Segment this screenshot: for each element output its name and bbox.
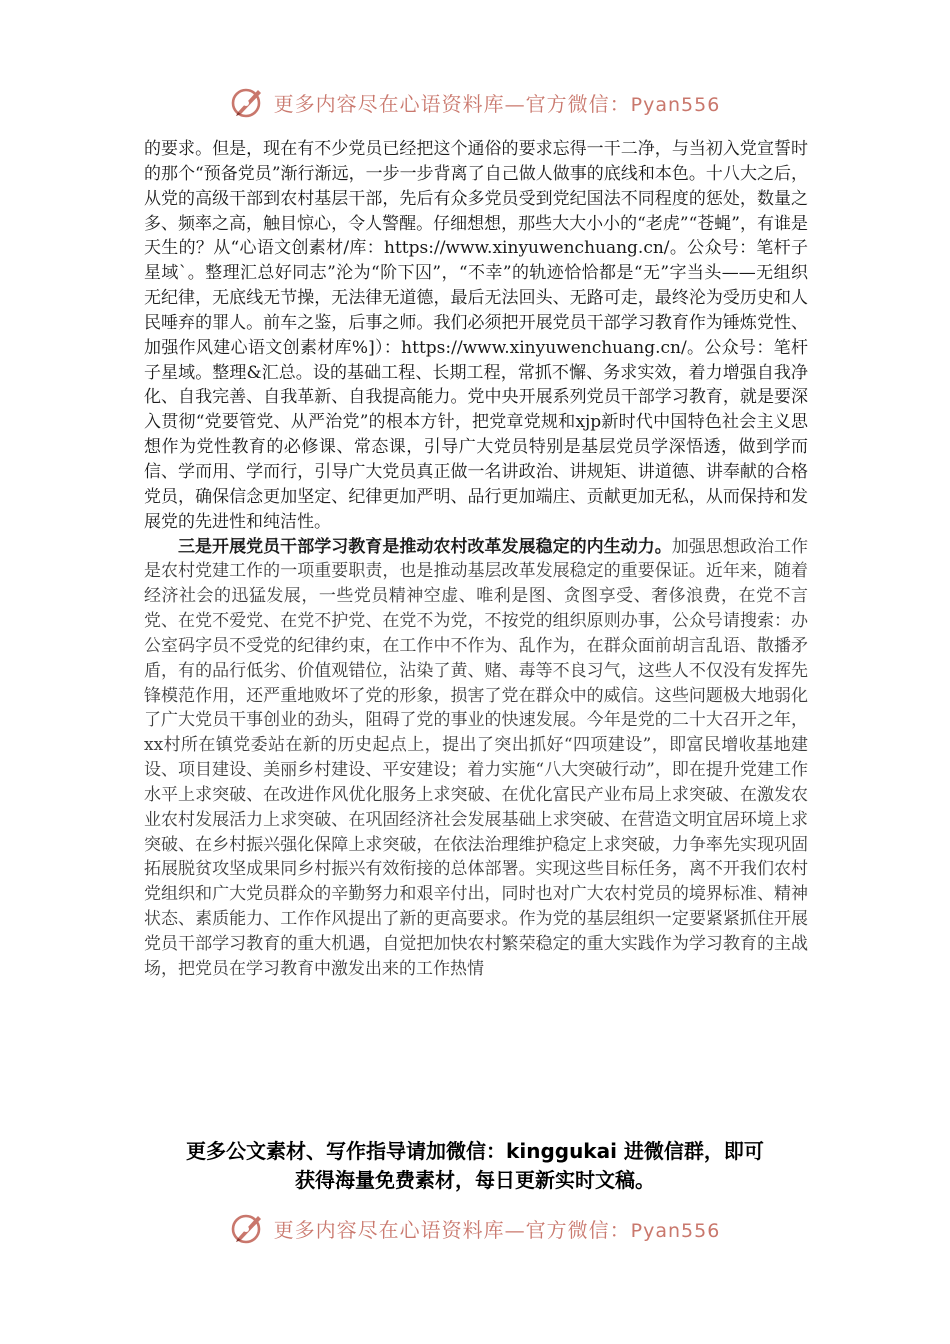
header-watermark xyxy=(0,82,950,122)
notice-line-2: 获得海量免费素材，每日更新实时文稿。 xyxy=(295,1168,655,1192)
pen-logo-icon xyxy=(230,1210,266,1246)
paragraph-2-text: 加强思想政治工作是农村党建工作的一项重要职责，也是推动基层改革发展稳定的重要保证。近年来，随着经济社会的迅猛发展，一些党员精神空虚、唯利是图、贪图享受、奢侈浪费，在党不言党、在党不爱党、在党不护党、在党不为党，不按党的组织原则办事，公众号请搜索：办公室码字员不受党的纪律约束，在工作中不作为、乱作为，在群众面前胡言乱语、散播矛盾，有的品行低劣、价值观错位，沾染了黄、赌、毒等不良习气，这些人不仅没有发挥先锋模范作用，还严重地败坏了党的形象，损害了党在群众中的威信。这些问题极大地弱化了广大党员干事创业的劲头，阻碍了党的事业的快速发展。今年是党的二十大召开之年，xx村所在镇党委站在新的历史起点上，提出了突出抓好“四项建设”，即富民增收基地建设、项目建设、美丽乡村建设、平安建设；着力实施“八大突破行动”，即在提升党建工作水平上求突破、在改进作风优化服务上求突破、在优化富民产业布局上求突破、在激发农业农村发展活力上求突破、在巩固经济社会发展基础上求突破、在营造文明宜居环境上求突破、在乡村振兴强化保障上求突破，在依法治理维护稳定上求突破，力争率先实现巩固拓展脱贫攻坚成果同乡村振兴有效衔接的总体部署。实现这些目标任务，离不开我们农村党组织和广大党员群众的辛勤努力和艰辛付出，同时也对广大农村党员的境界标准、精神状态、素质能力、工作作风提出了新的更高要求。作为党的基层组织一定要紧紧抓住开展党员干部学习教育的重大机遇，自觉把加快农村繁荣稳定的重大实践作为学习教育的主战场，把党员在学习教育中激发出来的工作热情 xyxy=(144,536,809,979)
paragraph-1: 的要求。但是，现在有不少党员已经把这个通俗的要求忘得一干二净，与当初入党宣誓时的那个“预备党员”渐行渐远，一步一步背离了自己做人做事的底线和本色。十八大之后，从党的高级干部到农村基层干部，先后有众多党员受到党纪国法不同程度的惩处，数量之多、频率之高，触目惊心，令人警醒。仔细想想，那些大大小小的“老虎”“苍蝇”，有谁是天生的？从“心语文创素材/库：https://www.xinyuwenchuang.cn/。公众号：笔杆子星域`。整理汇总好同志”沦为“阶下囚”，“不幸”的轨迹恰恰都是“无”字当头——无组织无纪律，无底线无节操，无法律无道德，最后无法回头、无路可走，最终沦为受历史和人民唾弃的罪人。前车之鉴，后事之师。我们必须把开展党员干部学习教育作为锤炼党性、加强作风建心语文创素材库%]）：https://www.xinyuwenchuang.cn/。公众号：笔杆子星域。整理&汇总。设的基础工程、长期工程，常抓不懈、务求实效，着力增强自我净化、自我完善、自我革新、自我提高能力。党中央开展系列党员干部学习教育，就是要深入贯彻“党要管党、从严治党”的根本方针，把党章党规和xjp新时代中国特色社会主义思想作为党性教育的必修课、常态课，引导广大党员特别是基层党员学深悟透，做到学而信、学而用、学而行，引导广大党员真正做一名讲政治、讲规矩、讲道德、讲奉献的合格党员，确保信念更加坚定、纪律更加严明、品行更加端庄、贡献更加无私，从而保持和发展党的先进性和纯洁性。 xyxy=(144,139,808,532)
watermark-text: 更多内容尽在心语资料库—官方微信：Pyan556 xyxy=(273,91,721,116)
footer-watermark xyxy=(0,1208,950,1248)
wechat-notice xyxy=(120,1137,830,1195)
paragraph-2-lead: 三是开展党员干部学习教育是推动农村改革发展稳定的内生动力。 xyxy=(178,536,672,557)
pen-logo-icon xyxy=(230,84,266,120)
paragraph-2 xyxy=(144,535,808,982)
notice-line-1: 更多公文素材、写作指导请加微信：kinggukai 进微信群，即可 xyxy=(186,1139,764,1163)
document-body xyxy=(144,137,808,982)
watermark-text: 更多内容尽在心语资料库—官方微信：Pyan556 xyxy=(273,1217,721,1242)
